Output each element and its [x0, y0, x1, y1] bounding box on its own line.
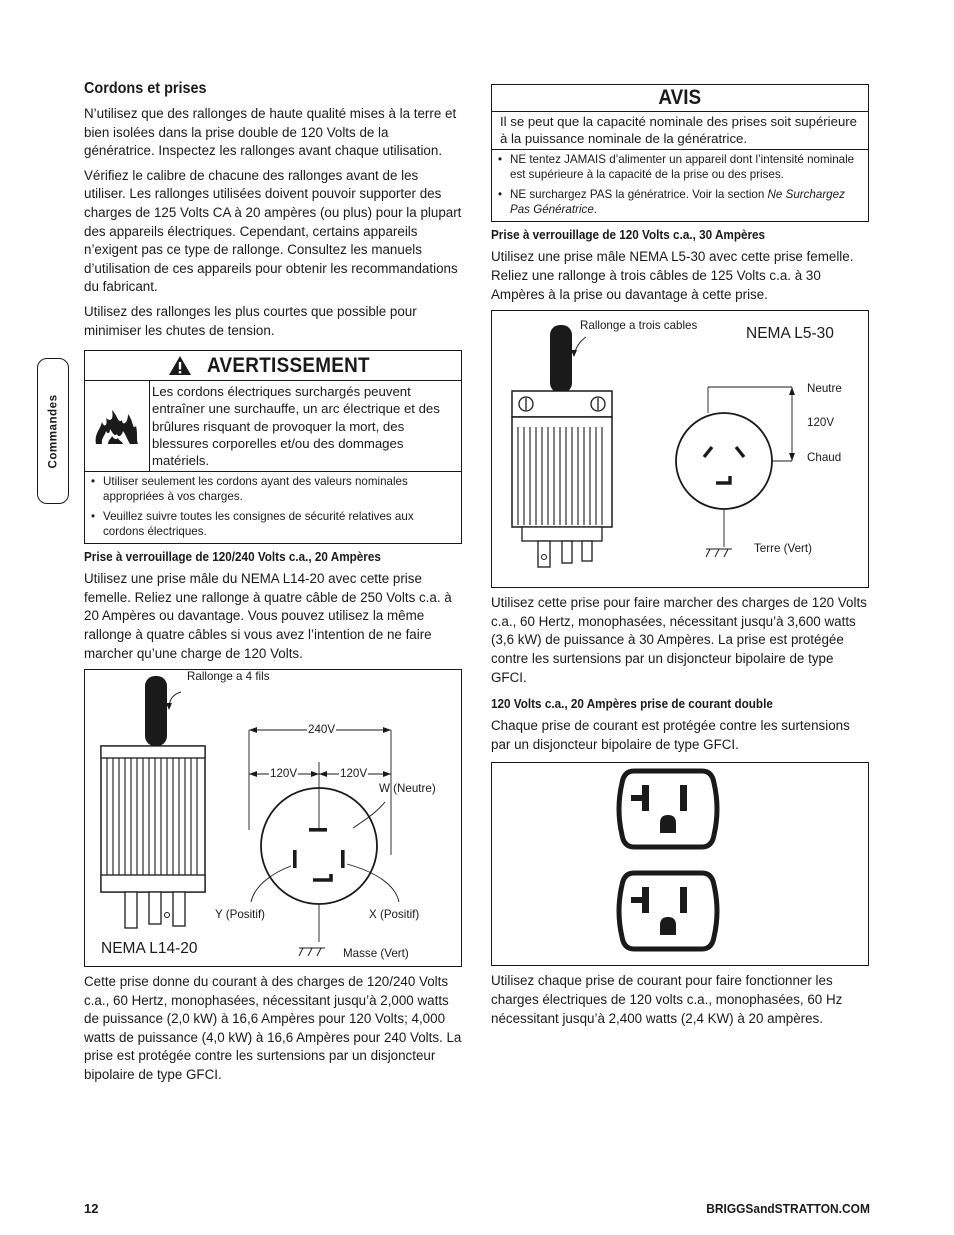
website: BRIGGSandSTRATTON.COM	[706, 1201, 870, 1216]
list-item: • Veuillez suivre toutes les consignes de sécurité relatives aux cordons électriques.	[89, 509, 457, 539]
list-item: • Utiliser seulement les cordons ayant des valeurs nominales appropriées à vos charges.	[89, 474, 457, 504]
nema-l5-30-diagram	[491, 310, 869, 588]
nema-l14-20-illustration	[85, 670, 461, 966]
nema-l14-20-diagram	[84, 669, 462, 967]
notice-title: AVIS	[658, 86, 702, 109]
outlet-top	[619, 771, 717, 847]
list-item-text-end: .	[593, 203, 598, 217]
list-item	[496, 187, 864, 217]
paragraph: N’utilisez que des rallonges de haute qualité mises à la terre et bien isolées dans la prise double de 120 Volts de la génératrice. Inspectez les rallonges avant chaque utilisation.	[84, 106, 457, 159]
warning-box	[84, 350, 462, 544]
voltage-240-label: 240V	[308, 723, 336, 737]
warning-bullets	[85, 472, 461, 543]
voltage-120-left-label: 120V	[270, 767, 298, 781]
neutral-label: Neutre	[807, 382, 842, 396]
section-reference: Ne Surchargez Pas Génératrice	[510, 188, 845, 217]
left-column	[84, 80, 462, 1091]
list-item-text: NE surchargez PAS la génératrice. Voir la section	[510, 188, 768, 202]
cable-label: Rallonge a 4 fils	[187, 670, 270, 684]
subsection-heading: Prise à verrouillage de 120 Volts c.a., 30 Ampères	[491, 228, 766, 243]
right-column	[491, 84, 869, 1034]
fire-icon	[85, 381, 150, 471]
notice-box	[491, 84, 869, 222]
notice-header	[492, 85, 868, 112]
list-item: • NE tentez JAMAIS d’alimenter un appareil dont l’intensité nominale est supérieure à la capacité de la prise ou des prises.	[496, 152, 864, 182]
paragraph: Utilisez une prise mâle du NEMA L14-20 avec cette prise femelle. Reliez une rallonge à quatre câble de 250 Volts c.a. à 20 Ampères ou davantage. Vous pouvez utilisez la même rallonge à quatre câbles si vous avez l’intention de ne faire marcher qu’une charge de 120 Volts.	[84, 571, 452, 661]
cable-label: Rallonge a trois cables	[580, 319, 698, 333]
voltage-120-label: 120V	[807, 416, 835, 430]
y-positive-label: Y (Positif)	[215, 908, 266, 922]
hot-label: Chaud	[807, 451, 842, 465]
nema-l5-30-label: NEMA L5-30	[746, 325, 834, 343]
subsection-heading: Prise à verrouillage de 120/240 Volts c.a., 20 Ampères	[84, 550, 381, 565]
ground-label: Terre (Vert)	[754, 542, 812, 556]
section-tab	[37, 358, 69, 504]
neutral-label: W (Neutre)	[379, 782, 436, 796]
duplex-outlet-diagram	[491, 762, 869, 966]
voltage-120-right-label: 120V	[340, 767, 368, 781]
page-number: 12	[84, 1201, 99, 1216]
paragraph: Chaque prise de courant est protégée contre les surtensions par un disjoncteur bipolaire de type GFCI.	[491, 718, 850, 752]
ground-label: Masse (Vert)	[343, 947, 409, 961]
paragraph: Utilisez des rallonges les plus courtes que possible pour minimiser les chutes de tension.	[84, 303, 417, 338]
paragraph: Utilisez cette prise pour faire marcher des charges de 120 Volts c.a., 60 Hertz, monophasées, nécessitant jusqu’à 3,600 watts (3,6 kW) de puissance à 30 Ampères. La prise est protégée contre les surtensions par un disjoncteur bipolaire de type GFCI.	[491, 595, 867, 685]
warning-body	[85, 381, 461, 472]
duplex-outlet-illustration	[492, 763, 868, 965]
x-positive-label: X (Positif)	[369, 908, 420, 922]
notice-intro: Il se peut que la capacité nominale des prises soit supérieure à la puissance nominale de la génératrice.	[492, 112, 868, 150]
paragraph: Cette prise donne du courant à des charges de 120/240 Volts c.a., 60 Hertz, monophasées, nécessitant jusqu’à 2,000 watts de puissance (2,0 kW) à 16,6 Ampères pour 120 Volts; 4,000 watts de puissance (4,0 kW) à 16,6 Ampères pour 240 Volts. La prise est protégée contre les surtensions par un disjoncteur bipolaire de type GFCI.	[84, 974, 462, 1083]
paragraph: Vérifiez le calibre de chacune des rallonges avant de les utiliser. Les rallonges utilisées doivent pouvoir supporter des charges de 125 Volts CA à 20 ampères (ou plus) pour la plupart des appareils électriques. Cependant, certains appareils n’exigent pas ce type de rallonge. Consultez les manuels d’utilisation de ces appareils pour obtenir les recommandations du fabricant.	[84, 167, 462, 295]
warning-triangle-icon	[168, 355, 192, 376]
section-heading: Cordons et prises	[84, 80, 207, 97]
paragraph: Utilisez une prise mâle NEMA L5-30 avec cette prise femelle. Reliez une rallonge à trois câbles de 125 Volts c.a. à 30 Ampères à la prise ou davantage à cette prise.	[491, 249, 854, 302]
nema-l14-20-label: NEMA L14-20	[101, 940, 198, 958]
subsection-heading: 120 Volts c.a., 20 Ampères prise de courant double	[491, 697, 773, 712]
warning-title: AVERTISSEMENT	[206, 353, 370, 377]
paragraph: Utilisez chaque prise de courant pour faire fonctionner les charges électriques de 120 volts c.a., monophasées, 60 Hz nécessitant jusqu’à 2,400 watts (2,4 KW) à 20 ampères.	[491, 973, 843, 1026]
warning-text: Les cordons électriques surchargés peuvent entraîner une surchauffe, un arc électrique et des brûlures risquant de provoquer la mort, des blessures corporelles et/ou des dommages matériels.	[152, 384, 440, 468]
notice-bullets	[492, 150, 868, 221]
outlet-bottom	[619, 873, 717, 949]
warning-header	[85, 351, 461, 381]
section-tab-label: Commandes	[46, 393, 60, 469]
